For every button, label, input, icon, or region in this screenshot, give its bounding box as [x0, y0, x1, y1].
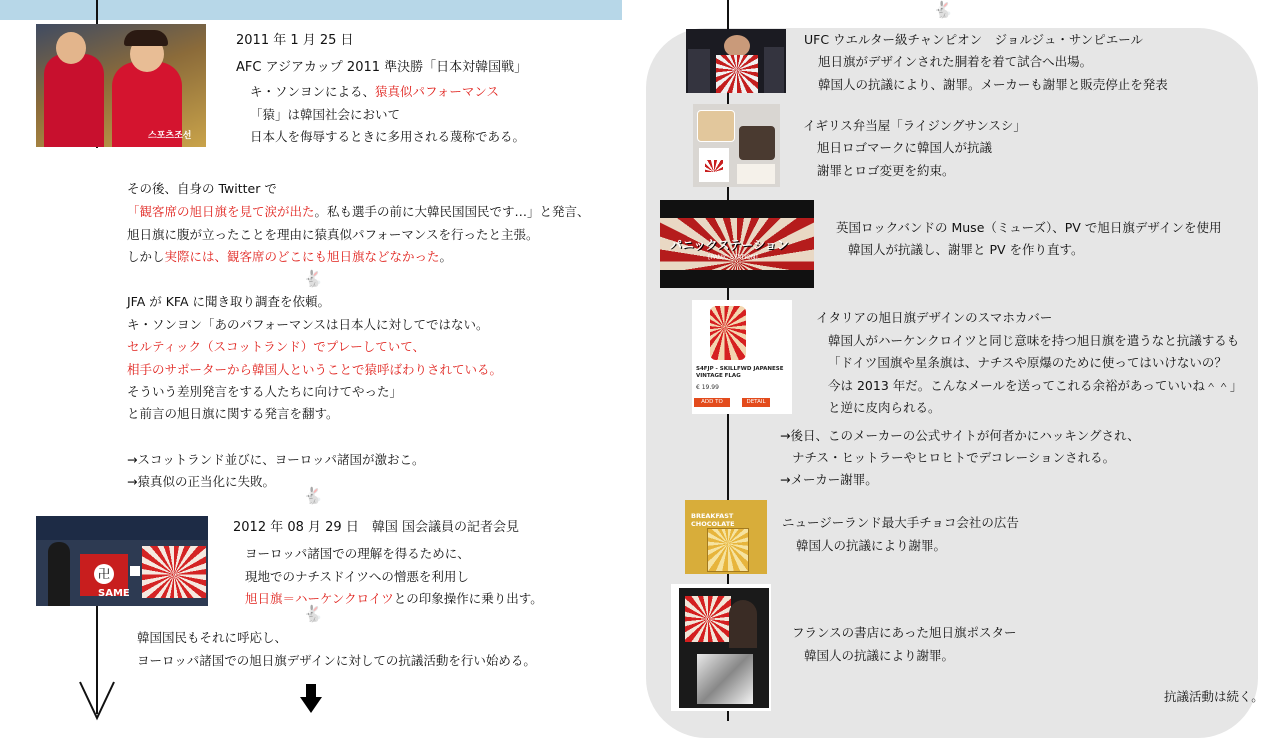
photo-muse-pv — [660, 200, 814, 288]
product-price: € 19.99 — [696, 384, 719, 391]
footer-note: 抗議活動は続く。 — [1164, 689, 1264, 704]
para4-line2: ヨーロッパ諸国での旭日旗デザインに対しての抗議活動を行い始める。 — [137, 653, 536, 668]
event2-title: 2012 年 08 月 29 日 韓国 国会議員の記者会見 — [233, 520, 519, 535]
rabbit-icon: 🐇 — [303, 486, 323, 505]
nz-title: ニュージーランド最大手チョコ会社の広告 — [782, 515, 1019, 530]
france-title: フランスの書店にあった旭日旗ポスター — [792, 625, 1017, 640]
photo-ki-sungyueng — [36, 24, 206, 147]
para2-line3: セルティック（スコットランド）でプレーしていて、 — [127, 339, 426, 354]
italy-line1: 韓国人がハーケンクロイツと同じ意味を持つ旭日旗を遣うなと抗議するも — [828, 333, 1240, 348]
photo-caption: SAME — [98, 588, 130, 599]
event2-line1: ヨーロッパ諸国での理解を得るために、 — [245, 546, 470, 561]
event1-line2: 「猿」は韓国社会において — [250, 107, 401, 122]
event1-line3: 日本人を侮辱するときに多用される蔑称である。 — [250, 129, 526, 144]
photo-caption: 스포츠조선 — [148, 131, 192, 141]
photo-ufc — [686, 29, 786, 93]
nz-line1: 韓国人の抗議により謝罪。 — [796, 538, 947, 553]
event2-line2: 現地でのナチスドイツへの憎悪を利用し — [245, 569, 469, 584]
italy-title: イタリアの旭日旗デザインのスマホカバー — [816, 310, 1053, 325]
italy-line2: 「ドイツ国旗や星条旗は、ナチスや原爆のために使ってはいけないの？ — [828, 355, 1227, 370]
ufc-title: UFC ウエルター級チャンピオン ジョルジュ・サンピエール — [804, 32, 1143, 47]
para2-line6: と前言の旭日旗に関する発言を翻す。 — [127, 406, 339, 421]
photo-subcaption: [PANIC STATION] — [708, 254, 758, 261]
event1-title: AFC アジアカップ 2011 準決勝「日本対韓国戦」 — [236, 60, 528, 75]
detail-button[interactable]: DETAIL — [742, 398, 770, 407]
rabbit-icon: 🐇 — [303, 269, 323, 288]
photo-caption: パニックステーション — [670, 238, 789, 252]
para3-line1: →スコットランド並びに、ヨーロッパ諸国が激おこ。 — [127, 452, 425, 467]
ufc-line1: 旭日旗がデザインされた胴着を着て試合へ出場。 — [818, 54, 1093, 69]
bento-line2: 謝罪とロゴ変更を約束。 — [817, 163, 955, 178]
para1-line4: しかし実際には、観客席のどこにも旭日旗などなかった。 — [127, 249, 453, 264]
photo-press-conference: 卍 SAME — [36, 516, 208, 606]
italy-line4: と逆に皮肉られる。 — [828, 400, 941, 415]
photo-bento — [693, 104, 780, 187]
italy-after2: ナチス・ヒットラーやヒロヒトでデコレーションされる。 — [792, 450, 1116, 465]
muse-title: 英国ロックバンドの Muse（ミューズ）、PV で旭日旗デザインを使用 — [836, 220, 1222, 235]
photo-chocolate-ad — [685, 500, 767, 574]
ufc-line2: 韓国人の抗議により、謝罪。メーカーも謝罪と販売停止を発表 — [818, 77, 1168, 92]
photo-caption: BREAKFAST CHOCOLATE — [691, 512, 735, 528]
para2-line1: JFA が KFA に聞き取り調査を依頼。 — [127, 294, 330, 309]
product-name: S4FJP - SKILLFWD JAPANESE VINTAGE FLAG — [696, 366, 784, 379]
down-arrow-icon — [300, 684, 322, 714]
rabbit-icon: 🐇 — [933, 0, 953, 19]
italy-line3: 今は 2013 年だ。こんなメールを送ってこれる余裕があっていいね＾＾」 — [828, 378, 1243, 393]
para1-line1: その後、自身の Twitter で — [127, 181, 277, 196]
italy-after3: →メーカー謝罪。 — [780, 472, 878, 487]
muse-line1: 韓国人が抗議し、謝罪と PV を作り直す。 — [848, 242, 1084, 257]
event1-date: 2011 年 1 月 25 日 — [236, 33, 354, 48]
add-to-cart-button[interactable]: ADD TO — [694, 398, 730, 407]
photo-phone-case — [692, 300, 792, 414]
para4-line1: 韓国国民もそれに呼応し、 — [137, 630, 288, 645]
para1-line2: 「観客席の旭日旗を見て涙が出た。私も選手の前に大韓民国国民です…」と発言、 — [127, 204, 590, 219]
top-banner — [0, 0, 622, 20]
italy-after1: →後日、このメーカーの公式サイトが何者かにハッキングされ、 — [780, 428, 1140, 443]
para1-line3: 旭日旗に腹が立ったことを理由に猿真似パフォーマンスを行ったと主張。 — [127, 227, 539, 242]
para2-line2: キ・ソンヨン「あのパフォーマンスは日本人に対してではない。 — [127, 317, 489, 332]
para2-line4: 相手のサポーターから韓国人ということで猿呼ばわりされている。 — [127, 362, 503, 377]
bento-title: イギリス弁当屋「ライジングサンスシ」 — [803, 118, 1026, 133]
event1-line1: キ・ソンヨンによる、猿真似パフォーマンス — [250, 84, 500, 99]
photo-bookstore-poster — [671, 584, 771, 711]
para2-line5: そういう差別発言をする人たちに向けてやった」 — [127, 384, 403, 399]
event2-line3: 旭日旗＝ハーケンクロイツとの印象操作に乗り出す。 — [245, 591, 543, 606]
rabbit-icon: 🐇 — [303, 604, 323, 623]
timeline-arrow-icon — [78, 680, 118, 722]
para3-line2: →猿真似の正当化に失敗。 — [127, 474, 275, 489]
france-line1: 韓国人の抗議により謝罪。 — [804, 648, 955, 663]
bento-line1: 旭日ロゴマークに韓国人が抗議 — [817, 140, 993, 155]
